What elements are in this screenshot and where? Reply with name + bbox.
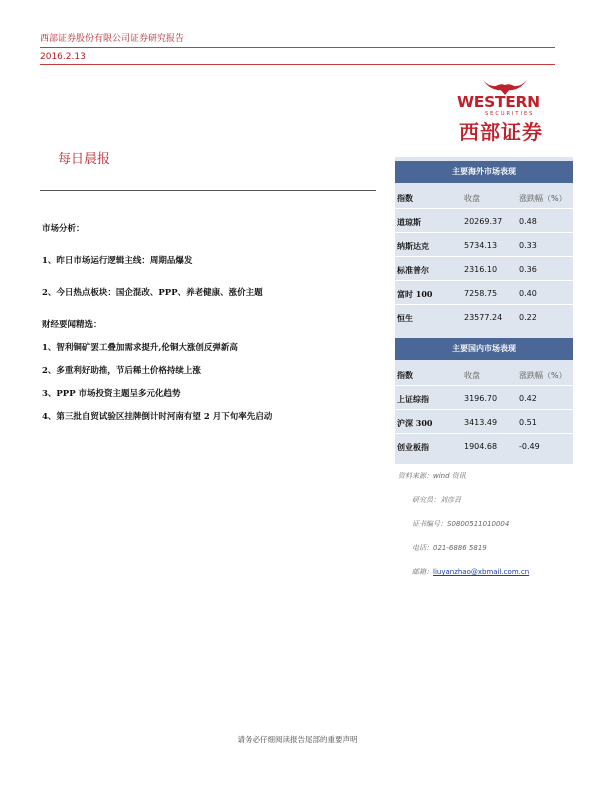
index-change: 0.48 xyxy=(519,217,537,226)
index-change: 0.51 xyxy=(519,418,537,427)
logo-english: WESTERN xyxy=(457,93,540,111)
news-item-2: 2、多重利好助推，节后稀土价格持续上涨 xyxy=(42,366,201,376)
analysis-item-1: 1、昨日市场运行逻辑主线：周期品爆发 xyxy=(42,256,193,266)
index-close: 3413.49 xyxy=(464,418,498,427)
index-name: 沪深 300 xyxy=(397,418,433,428)
col-index: 指数 xyxy=(397,193,413,203)
col-change: 涨跌幅（%） xyxy=(519,371,567,380)
col-change: 涨跌幅（%） xyxy=(519,194,567,203)
overseas-header-row xyxy=(395,185,573,209)
index-change: 0.40 xyxy=(519,289,537,298)
western-securities-logo xyxy=(455,76,555,142)
news-item-3: 3、PPP 市场投资主题呈多元化趋势 xyxy=(42,389,181,399)
news-heading: 财经要闻精选： xyxy=(42,320,102,330)
index-change: 0.42 xyxy=(519,394,537,403)
table-row xyxy=(395,386,573,410)
index-change: -0.49 xyxy=(519,442,540,451)
logo-chinese: 西部证券 xyxy=(459,120,543,144)
index-name: 纳斯达克 xyxy=(397,241,429,251)
footer-disclaimer: 请务必仔细阅读报告尾部的重要声明 xyxy=(237,735,358,744)
col-close: 收盘 xyxy=(464,371,480,380)
domestic-title: 主要国内市场表现 xyxy=(395,338,573,360)
phone: 电话：021-6886 5819 xyxy=(412,544,487,552)
index-name: 恒生 xyxy=(397,313,413,323)
index-name: 富时 100 xyxy=(397,289,433,299)
col-index: 指数 xyxy=(397,370,413,380)
index-name: 道琼斯 xyxy=(397,217,421,227)
email-row xyxy=(412,567,529,577)
index-name: 创业板指 xyxy=(397,442,429,452)
table-row xyxy=(395,281,573,305)
analyst: 研究员：刘彦召 xyxy=(412,496,461,504)
domestic-header-row xyxy=(395,362,573,386)
index-close: 2316.10 xyxy=(464,265,498,274)
overseas-title: 主要海外市场表现 xyxy=(395,161,573,183)
title-rule xyxy=(40,190,376,191)
email-link[interactable]: liuyanzhao@xbmail.com.cn xyxy=(433,568,530,576)
index-close: 1904.68 xyxy=(464,442,498,451)
table-row xyxy=(395,305,573,329)
index-change: 0.36 xyxy=(519,265,537,274)
index-name: 标准普尔 xyxy=(397,265,429,275)
table-row xyxy=(395,257,573,281)
certificate-number: 证书编号：S0800511010004 xyxy=(412,520,510,528)
index-close: 23577.24 xyxy=(464,313,503,322)
company-name: 西部证券股份有限公司证券研究报告 xyxy=(40,34,185,44)
index-close: 5734.13 xyxy=(464,241,498,250)
news-item-1: 1、智利铜矿罢工叠加需求提升,伦铜大涨创反弹新高 xyxy=(42,343,238,353)
report-title: 每日晨报 xyxy=(58,152,111,167)
table-row xyxy=(395,209,573,233)
email-label: 邮箱： xyxy=(412,568,433,576)
index-close: 20269.37 xyxy=(464,217,503,226)
index-change: 0.33 xyxy=(519,241,537,250)
col-close: 收盘 xyxy=(464,194,480,203)
market-panel xyxy=(395,157,573,464)
index-close: 3196.70 xyxy=(464,394,498,403)
analysis-item-2: 2、今日热点板块：国企混改、PPP、养老健康、涨价主题 xyxy=(42,288,263,298)
index-name: 上证综指 xyxy=(397,394,429,404)
table-row xyxy=(395,434,573,458)
index-close: 7258.75 xyxy=(464,289,498,298)
header-rule xyxy=(40,47,555,48)
header-rule-lower xyxy=(40,64,555,65)
table-row xyxy=(395,410,573,434)
news-item-4: 4、第三批自贸试验区挂牌倒计时河南有望 2 月下旬率先启动 xyxy=(42,412,273,422)
market-analysis-heading: 市场分析： xyxy=(42,224,85,234)
logo-securities: SECURITIES xyxy=(485,111,535,117)
table-row xyxy=(395,233,573,257)
index-change: 0.22 xyxy=(519,313,537,322)
report-date: 2016.2.13 xyxy=(40,52,86,62)
data-source: 资料来源：wind 资讯 xyxy=(398,472,466,480)
